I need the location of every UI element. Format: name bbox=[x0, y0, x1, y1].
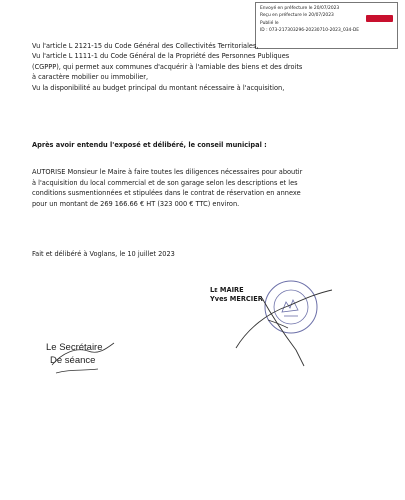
stamp-line-received: Reçu en préfecture le 20/07/2023 bbox=[260, 13, 334, 19]
secretary-signature bbox=[48, 339, 118, 379]
decision-line-2: à l'acquisition du local commercial et de son garage selon les descriptions et les bbox=[32, 179, 298, 187]
stamp-logo bbox=[366, 15, 393, 22]
deliberation-heading: Après avoir entendu l'exposé et délibéré, le conseil municipal : bbox=[32, 141, 267, 149]
prefecture-stamp bbox=[255, 2, 398, 49]
stamp-line-published: Publié le bbox=[260, 20, 279, 26]
done-at-line: Fait et délibéré à Voglans, le 10 juillet 2023 bbox=[32, 250, 175, 258]
visa-line-1: Vu l'article L 2121-15 du Code Général des Collectivités Territoriales, bbox=[32, 42, 259, 50]
decision-line-3: conditions susmentionnées et stipulées dans le contrat de réservation en annexe bbox=[32, 189, 301, 197]
visa-line-2: Vu l'article L 1111-1 du Code Général de la Propriété des Personnes Publiques bbox=[32, 52, 290, 60]
visa-line-5: Vu la disponibilité au budget principal du montant nécessaire à l'acquisition, bbox=[32, 84, 285, 92]
stamp-line-id: ID : 073-217303296-20230710-2023_034-DE bbox=[260, 27, 360, 33]
mayor-title: Le MAIRE bbox=[210, 286, 244, 294]
secretary-line-2: De séance bbox=[50, 355, 96, 366]
mayor-name: Yves MERCIER bbox=[210, 294, 263, 303]
visa-line-3: (CGPPP), qui permet aux communes d'acquérir à l'amiable des biens et des droits bbox=[32, 63, 303, 71]
mayor-signature bbox=[228, 288, 338, 368]
visa-line-4: à caractère mobilier ou immobilier, bbox=[32, 73, 149, 81]
secretary-line-1: Le Secrétaire bbox=[46, 342, 103, 353]
stamp-line-sent: Envoyé en préfecture le 20/07/2023 bbox=[260, 6, 340, 11]
decision-line-1: AUTORISE Monsieur le Maire à faire toutes les diligences nécessaires pour aboutir bbox=[32, 168, 303, 176]
decision-line-4: pour un montant de 269 166.66 € HT (323 000 € TTC) environ. bbox=[32, 200, 240, 208]
